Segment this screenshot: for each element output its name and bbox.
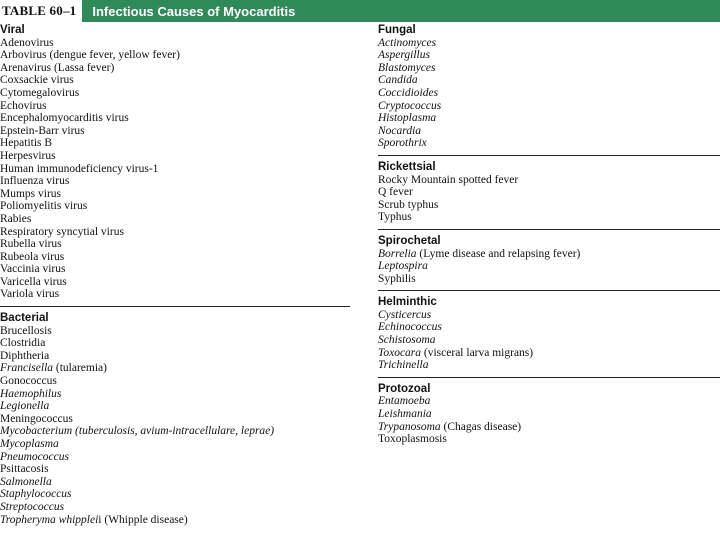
item-text: Toxoplasmosis <box>378 433 447 446</box>
list-item <box>0 514 350 527</box>
organism-name: Haemophilus <box>0 387 62 400</box>
section-heading: Fungal <box>378 24 416 36</box>
organism-name: Cryptococcus <box>378 99 442 112</box>
section-heading: Protozoal <box>378 382 431 395</box>
organism-name: Echinococcus <box>378 321 442 334</box>
section-heading: Spirochetal <box>378 234 441 247</box>
list-item <box>0 276 350 289</box>
organism-name: Toxocara <box>378 346 422 359</box>
item-text: Echovirus <box>0 99 47 112</box>
item-text: Arenavirus (Lassa fever) <box>0 61 115 74</box>
fungal-list <box>378 37 720 150</box>
organism-name: Aspergillus <box>378 49 430 62</box>
item-text: Adenovirus <box>0 36 54 49</box>
section-helminthic <box>378 296 720 372</box>
item-text: Vaccinia virus <box>0 263 66 276</box>
organism-name: Actinomyces <box>378 36 437 49</box>
item-text: Rubella virus <box>0 238 62 251</box>
item-text: Coxsackie virus <box>0 74 74 87</box>
list-item <box>0 438 350 451</box>
item-text: (tularemia) <box>53 362 107 375</box>
organism-name: Streptococcus <box>0 500 65 513</box>
item-text: Brucellosis <box>0 324 52 337</box>
table-number: TABLE 60–1 <box>0 0 82 22</box>
item-text: Varicella virus <box>0 275 67 288</box>
item-text: Variola virus <box>0 288 60 301</box>
organism-name: Histoplasma <box>378 112 437 125</box>
divider <box>0 306 350 307</box>
organism-name: Entamoeba <box>378 395 431 408</box>
item-text: i (Whipple disease) <box>98 513 188 526</box>
list-item <box>0 188 350 201</box>
list-item <box>0 400 350 413</box>
list-item <box>378 199 720 212</box>
divider <box>378 290 720 291</box>
list-item <box>0 200 350 213</box>
organism-name: Staphylococcus <box>0 488 72 501</box>
list-item <box>378 248 720 261</box>
organism-name: Salmonella <box>0 475 52 488</box>
list-item <box>378 137 720 150</box>
organism-name: Pneumococcus <box>0 450 69 463</box>
list-item <box>378 62 720 75</box>
item-text: Rabies <box>0 212 32 225</box>
rickettsial-list <box>378 174 720 224</box>
item-text: Meningococcus <box>0 412 73 425</box>
list-item <box>0 388 350 401</box>
section-viral <box>0 24 350 301</box>
list-item <box>378 125 720 138</box>
organism-name: Coccidioides <box>378 86 439 99</box>
list-item <box>378 273 720 286</box>
item-text: Herpesvirus <box>0 149 56 162</box>
organism-name: Leishmania <box>378 408 432 421</box>
organism-name: Leptospira <box>378 260 428 273</box>
item-text: Rubeola virus <box>0 250 65 263</box>
list-item <box>0 87 350 100</box>
list-item <box>378 87 720 100</box>
list-item <box>378 395 720 408</box>
item-text: Encephalomyocarditis virus <box>0 112 129 125</box>
item-text: Diphtheria <box>0 349 50 362</box>
list-item <box>0 175 350 188</box>
organism-name: Nocardia <box>378 124 422 137</box>
item-text: Hepatitis B <box>0 137 53 150</box>
list-item <box>378 74 720 87</box>
list-item <box>0 150 350 163</box>
item-text: Psittacosis <box>0 463 49 476</box>
list-item <box>0 125 350 138</box>
organism-name: Trypanosoma <box>378 420 441 433</box>
list-item <box>378 334 720 347</box>
list-item <box>378 359 720 372</box>
item-text: Scrub typhus <box>378 198 439 211</box>
organism-name: Blastomyces <box>378 61 436 74</box>
list-item <box>0 350 350 363</box>
item-text: (Lyme disease and relapsing fever) <box>416 247 581 260</box>
spirochetal-list <box>378 248 720 286</box>
list-item <box>378 309 720 322</box>
organism-name: Borrelia <box>378 247 417 260</box>
organism-name: Mycoplasma <box>0 438 59 450</box>
list-item <box>0 425 350 438</box>
list-item <box>0 463 350 476</box>
table-header <box>0 0 720 22</box>
left-column <box>0 24 350 526</box>
list-item <box>0 238 350 251</box>
item-text: Respiratory syncytial virus <box>0 225 124 238</box>
organism-name: Mycobacterium (tuberculosis, avium-intracellulare, leprae) <box>0 425 275 438</box>
organism-name: Candida <box>378 74 418 87</box>
organism-name: Francisella <box>0 362 54 375</box>
list-item <box>0 288 350 301</box>
divider <box>378 155 720 156</box>
list-item <box>378 100 720 113</box>
section-heading: Rickettsial <box>378 160 436 173</box>
helminthic-list <box>378 309 720 372</box>
section-heading: Bacterial <box>0 312 49 325</box>
list-item <box>378 186 720 199</box>
section-heading: Helminthic <box>378 296 437 309</box>
list-item <box>378 321 720 334</box>
section-heading: Viral <box>0 24 25 36</box>
section-bacterial <box>0 312 350 526</box>
list-item <box>0 226 350 239</box>
list-item <box>378 408 720 421</box>
item-text: Poliomyelitis virus <box>0 200 88 213</box>
item-text: Epstein-Barr virus <box>0 124 85 137</box>
section-fungal <box>378 24 720 150</box>
list-item <box>0 451 350 464</box>
item-text: Syphilis <box>378 272 416 285</box>
item-text: Influenza virus <box>0 175 70 188</box>
list-item <box>0 413 350 426</box>
list-item <box>378 174 720 187</box>
protozoal-list <box>378 395 720 445</box>
list-item <box>0 100 350 113</box>
list-item <box>378 211 720 224</box>
item-text: Gonococcus <box>0 375 57 388</box>
list-item <box>0 213 350 226</box>
list-item <box>0 476 350 489</box>
organism-name: Sporothrix <box>378 137 427 150</box>
item-text: Arbovirus (dengue fever, yellow fever) <box>0 49 180 62</box>
viral-list <box>0 37 350 301</box>
organism-name: Trichinella <box>378 359 429 372</box>
list-item <box>378 421 720 434</box>
list-item <box>0 251 350 264</box>
organism-name: Tropheryma whipplei <box>0 513 99 526</box>
list-item <box>378 433 720 446</box>
list-item <box>0 362 350 375</box>
bacterial-list <box>0 325 350 527</box>
divider <box>378 229 720 230</box>
list-item <box>0 137 350 150</box>
item-text: Cytomegalovirus <box>0 86 80 99</box>
list-item <box>0 375 350 388</box>
list-item <box>378 112 720 125</box>
item-text: Clostridia <box>0 337 46 350</box>
list-item <box>378 49 720 62</box>
organism-name: Legionella <box>0 400 50 413</box>
table-title: Infectious Causes of Myocarditis <box>92 3 296 19</box>
section-protozoal <box>378 383 720 446</box>
item-text: Q fever <box>378 186 413 199</box>
item-text: Rocky Mountain spotted fever <box>378 173 519 186</box>
list-item <box>0 37 350 50</box>
list-item <box>378 260 720 273</box>
organism-name: Cysticercus <box>378 308 432 321</box>
item-text: (visceral larva migrans) <box>421 346 534 359</box>
item-text: (Chagas disease) <box>440 420 522 433</box>
section-rickettsial <box>378 161 720 224</box>
list-item <box>0 263 350 276</box>
list-item <box>0 488 350 501</box>
right-column <box>378 24 720 446</box>
section-spirochetal <box>378 235 720 285</box>
list-item <box>378 347 720 360</box>
list-item <box>0 337 350 350</box>
list-item <box>0 74 350 87</box>
divider <box>378 377 720 378</box>
item-text: Mumps virus <box>0 187 62 200</box>
list-item <box>0 49 350 62</box>
list-item <box>0 501 350 514</box>
item-text: Typhus <box>378 211 412 224</box>
list-item <box>0 112 350 125</box>
list-item <box>0 325 350 338</box>
list-item <box>0 163 350 176</box>
organism-name: Schistosoma <box>378 334 436 347</box>
list-item <box>0 62 350 75</box>
list-item <box>378 37 720 50</box>
item-text: Human immunodeficiency virus-1 <box>0 162 159 175</box>
